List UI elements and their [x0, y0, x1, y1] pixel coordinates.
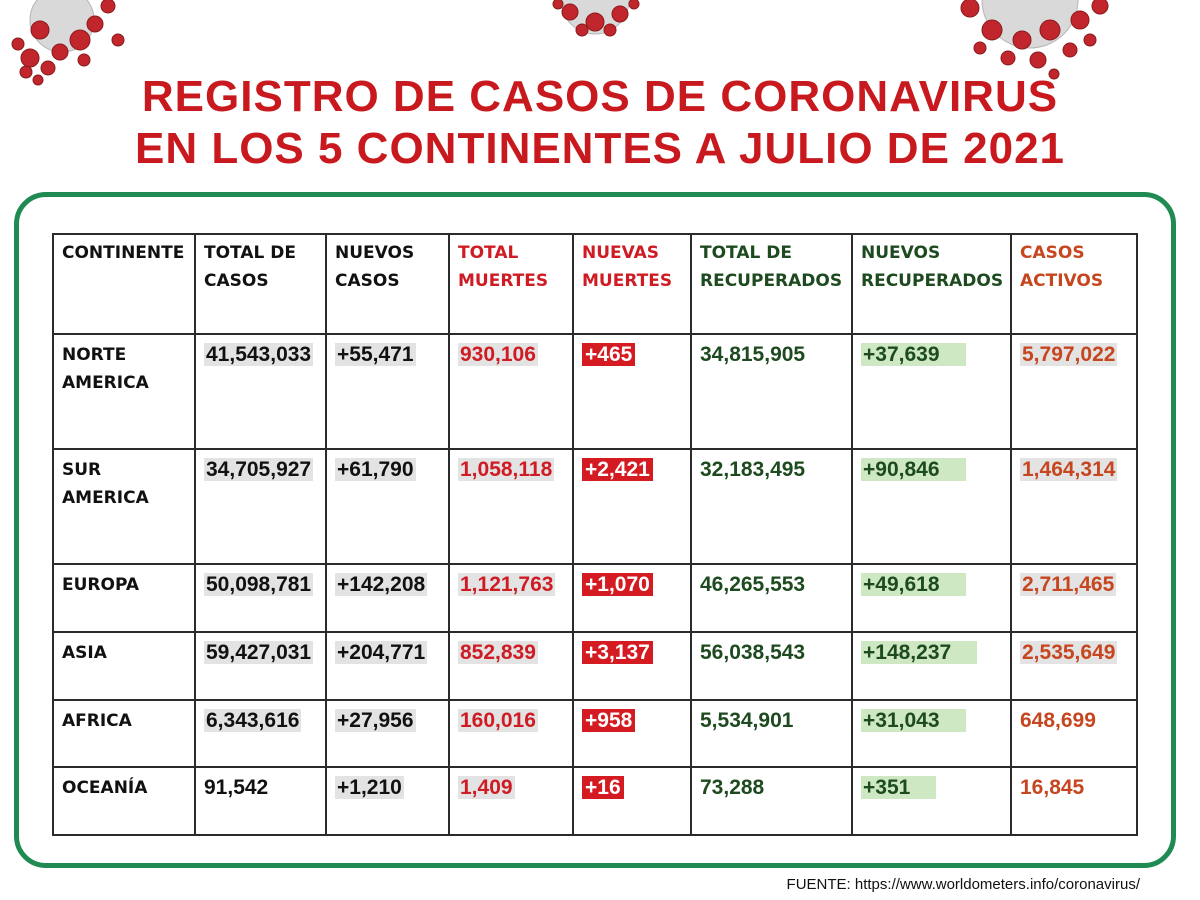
- page-title-line-2: EN LOS 5 CONTINENTES A JULIO DE 2021: [134, 124, 1066, 173]
- nuevas-muertes-cell: +2,421: [573, 449, 691, 564]
- continent-cell: EUROPA: [53, 564, 195, 632]
- continent-cell: NORTE AMERICA: [53, 334, 195, 449]
- continent-cell: OCEANÍA: [53, 767, 195, 835]
- total-casos-cell: 91,542: [195, 767, 326, 835]
- casos-activos-cell: 5,797,022: [1011, 334, 1137, 449]
- nuevas-muertes-cell: +958: [573, 700, 691, 768]
- total-muertes-cell: 852,839: [449, 632, 573, 700]
- header-total-casos: TOTAL DE CASOS: [195, 234, 326, 334]
- total-recuperados-cell: 73,288: [691, 767, 852, 835]
- table-row: [53, 334, 1137, 449]
- nuevos-recuperados-cell: +351: [852, 767, 1011, 835]
- header-casos-activos: CASOS ACTIVOS: [1011, 234, 1137, 334]
- total-recuperados-cell: 56,038,543: [691, 632, 852, 700]
- nuevas-muertes-cell: +3,137: [573, 632, 691, 700]
- header-nuevos-recuperados: NUEVOS RECUPERADOS: [852, 234, 1011, 334]
- nuevas-muertes-cell: +1,070: [573, 564, 691, 632]
- header-nuevas-muertes: NUEVAS MUERTES: [573, 234, 691, 334]
- total-casos-cell: 59,427,031: [195, 632, 326, 700]
- header-total-recuperados: TOTAL DE RECUPERADOS: [691, 234, 852, 334]
- casos-activos-cell: 16,845: [1011, 767, 1137, 835]
- continent-cell: ASIA: [53, 632, 195, 700]
- nuevos-recuperados-cell: +31,043: [852, 700, 1011, 768]
- nuevos-recuperados-cell: +49,618: [852, 564, 1011, 632]
- total-muertes-cell: 1,409: [449, 767, 573, 835]
- nuevos-recuperados-cell: +37,639: [852, 334, 1011, 449]
- total-casos-cell: 34,705,927: [195, 449, 326, 564]
- coronavirus-icon: [540, 0, 650, 45]
- table-row: [53, 564, 1137, 632]
- coronavirus-cases-table: [52, 233, 1138, 836]
- total-recuperados-cell: 46,265,553: [691, 564, 852, 632]
- casos-activos-cell: 1,464,314: [1011, 449, 1137, 564]
- casos-activos-cell: 648,699: [1011, 700, 1137, 768]
- total-casos-cell: 6,343,616: [195, 700, 326, 768]
- header-continente: CONTINENTE: [53, 234, 195, 334]
- total-casos-cell: 41,543,033: [195, 334, 326, 449]
- nuevos-recuperados-cell: +90,846: [852, 449, 1011, 564]
- table-row: [53, 449, 1137, 564]
- casos-activos-cell: 2,535,649: [1011, 632, 1137, 700]
- nuevos-casos-cell: +61,790: [326, 449, 449, 564]
- total-muertes-cell: 1,121,763: [449, 564, 573, 632]
- total-recuperados-cell: 32,183,495: [691, 449, 852, 564]
- nuevos-casos-cell: +204,771: [326, 632, 449, 700]
- nuevas-muertes-cell: +16: [573, 767, 691, 835]
- nuevos-recuperados-cell: +148,237: [852, 632, 1011, 700]
- header-nuevos-casos: NUEVOS CASOS: [326, 234, 449, 334]
- casos-activos-cell: 2,711,465: [1011, 564, 1137, 632]
- total-casos-cell: 50,098,781: [195, 564, 326, 632]
- table-row: [53, 632, 1137, 700]
- total-muertes-cell: 160,016: [449, 700, 573, 768]
- nuevos-casos-cell: +1,210: [326, 767, 449, 835]
- nuevas-muertes-cell: +465: [573, 334, 691, 449]
- table-row: [53, 767, 1137, 835]
- total-muertes-cell: 930,106: [449, 334, 573, 449]
- header-total-muertes: TOTAL MUERTES: [449, 234, 573, 334]
- coronavirus-icon: [930, 0, 1130, 80]
- nuevos-casos-cell: +55,471: [326, 334, 449, 449]
- total-recuperados-cell: 5,534,901: [691, 700, 852, 768]
- nuevos-casos-cell: +142,208: [326, 564, 449, 632]
- total-recuperados-cell: 34,815,905: [691, 334, 852, 449]
- continent-cell: SUR AMERICA: [53, 449, 195, 564]
- continent-cell: AFRICA: [53, 700, 195, 768]
- total-muertes-cell: 1,058,118: [449, 449, 573, 564]
- nuevos-casos-cell: +27,956: [326, 700, 449, 768]
- source-citation: FUENTE: https://www.worldometers.info/coronavirus/: [786, 876, 1140, 893]
- table-header-row: [53, 234, 1137, 334]
- page-title-line-1: REGISTRO DE CASOS DE CORONAVIRUS: [141, 72, 1059, 121]
- table-row: [53, 700, 1137, 768]
